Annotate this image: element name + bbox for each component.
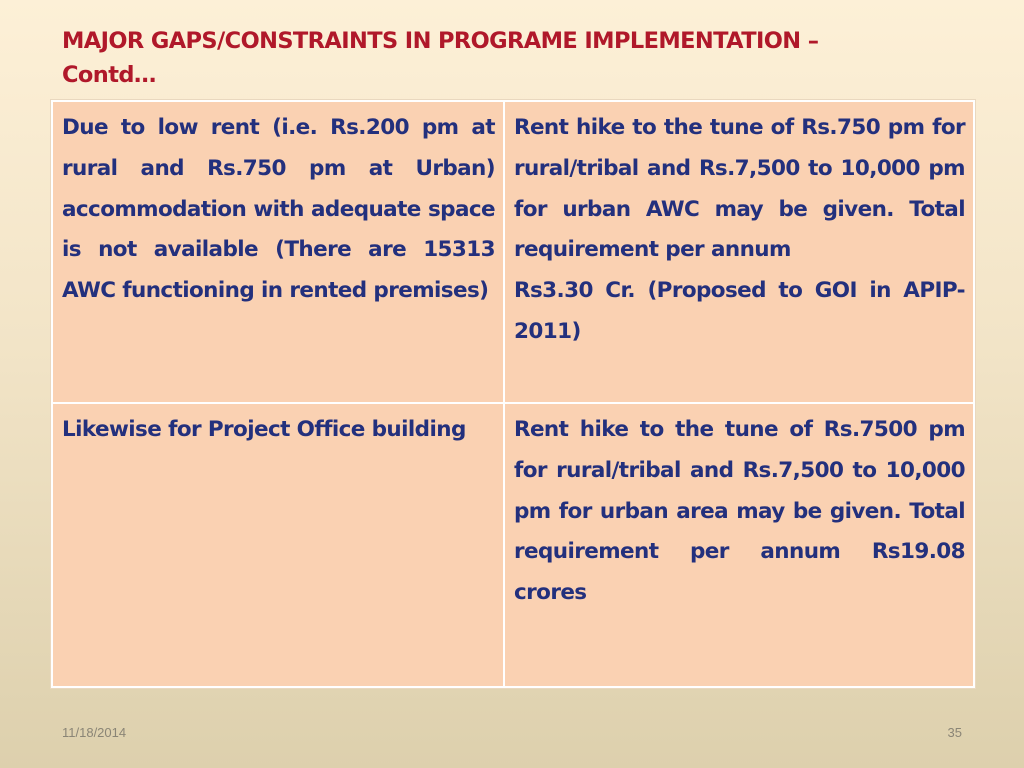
- gap-cell: [53, 404, 503, 686]
- remedy-text: Rent hike to the tune of Rs.7500 pm for rural/tribal and Rs.7,500 to 10,000 pm for urban area may be given. Total requirement per annum Rs19.08 crores: [514, 417, 965, 606]
- page-number: 35: [947, 725, 962, 740]
- gap-text: Due to low rent (i.e. Rs.200 pm at rural and Rs.750 pm at Urban) accommodation with adequate space is not available (There are 15313 AWC functioning in rented premises): [62, 115, 495, 304]
- gap-cell: [53, 102, 503, 402]
- footer-date: 11/18/2014: [62, 725, 127, 740]
- table-row: [53, 404, 973, 686]
- remedy-cell: [505, 102, 973, 402]
- remedy-cost-text: Rs3.30 Cr. (Proposed to GOI in APIP-2011): [514, 278, 965, 344]
- remedy-cell: [505, 404, 973, 686]
- constraints-table: [50, 99, 976, 689]
- slide-title: [62, 24, 962, 92]
- gap-text: Likewise for Project Office building: [62, 417, 466, 442]
- table-row: [53, 102, 973, 402]
- slide-title-line-2: Contd…: [62, 62, 156, 88]
- remedy-text: Rent hike to the tune of Rs.750 pm for rural/tribal and Rs.7,500 to 10,000 pm for urban AWC may be given. Total requirement per annum: [514, 115, 965, 263]
- slide-title-line-1: MAJOR GAPS/CONSTRAINTS IN PROGRAME IMPLEMENTATION –: [62, 28, 819, 54]
